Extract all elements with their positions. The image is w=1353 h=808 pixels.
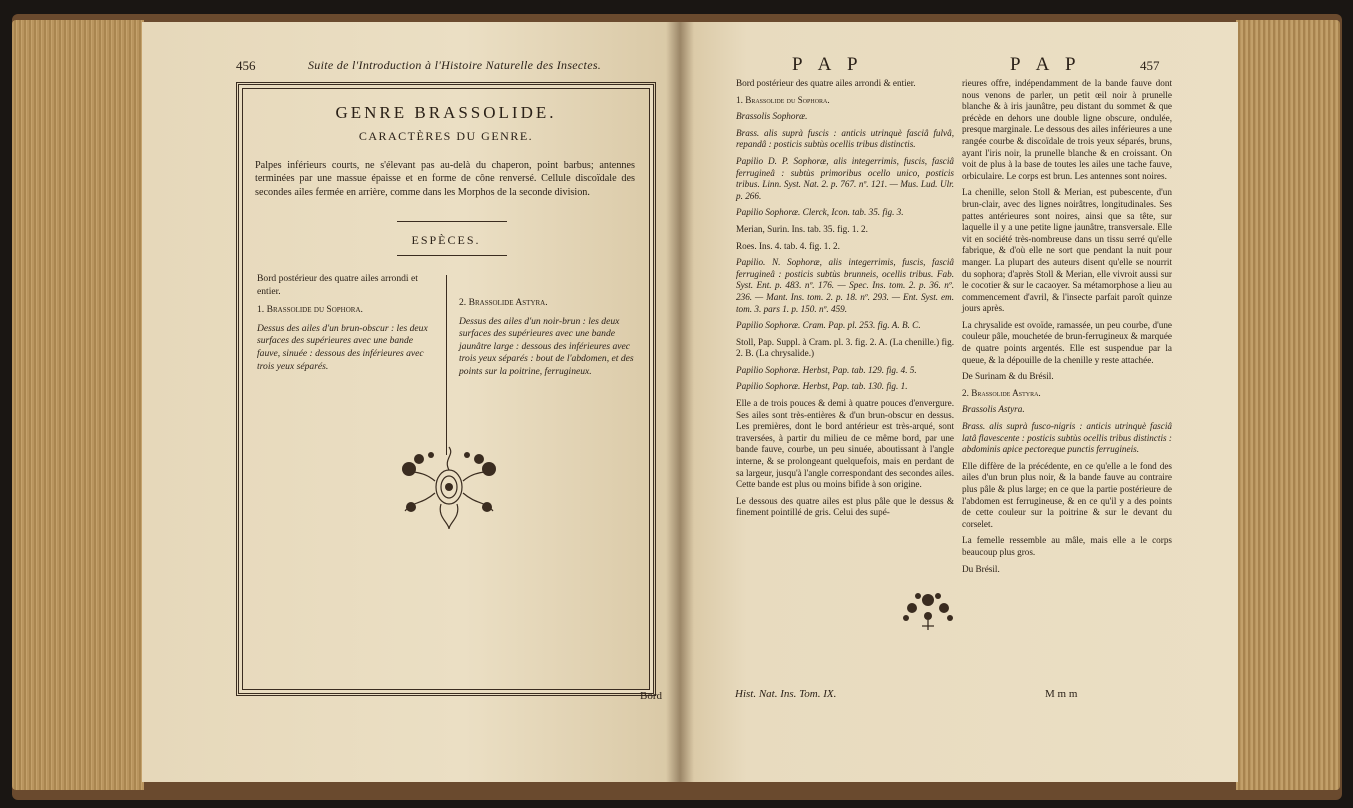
r1-p11: Papilio Sophoræ. Herbst, Pap. tab. 129. fig. 4. 5. (736, 364, 917, 375)
left-catchword: Bord (640, 690, 662, 702)
r1-p7: Roes. Ins. 4. tab. 4. fig. 1. 2. (736, 240, 840, 251)
r2-p8: La femelle ressemble au mâle, mais elle a le corps beaucoup plus gros. (962, 535, 1172, 557)
genre-title: GENRE BRASSOLIDE. (335, 103, 557, 122)
r2-p0: rieures offre, indépendamment de la bande fauve dont nous venons de parler, un petit œil noir à prunelle blanche & à iris jaunâtre, peu distant du sommet & que précède en dehors une double ligne obscure, ondulée, presque marginale. Le dessous des ailes inférieures a une rangée courbe & discoïdale de trois yeux séparés, bruns, ayant l'iris noir, la prunelle blanche & en croissant. On voit de plus à la base de toutes les ailes une tache fauve, orbiculaire. Le corps est brun. Les antennes sont noires. (962, 78, 1172, 181)
page-edges-right (1236, 20, 1340, 790)
divider-bottom (397, 255, 507, 256)
left-running-head: Suite de l'Introduction à l'Histoire Naturelle des Insectes. (308, 58, 602, 72)
right-page-number: 457 (1140, 58, 1160, 73)
r1-p5: Papilio Sophoræ. Clerck, Icon. tab. 35. fig. 3. (736, 207, 904, 218)
species-1-desc: Dessus des ailes d'un brun-obscur : les deux surfaces des supérieures avec une bande fauve, sinuée : dessous des inférieures avec trois yeux séparés. (257, 322, 428, 372)
r1-p8: Papilio. N. Sophoræ, alis integerrimis, fuscis, fasciâ ferrugineâ : posticis subtùs brunneis, ocellis tribus. Fab. Syst. Ent. p. 483. nº. 176. — Spec. Ins. tom. 2. p. 36. nº. 236. — Mant. Ins. tom. 2. p. 18. nº. 293. — Ent. Syst. em. tom. 3. pars 1. p. 150. nº. 459. (736, 257, 954, 314)
right-ornament (896, 586, 960, 632)
right-column-1 (736, 78, 954, 524)
gutter-shadow (666, 22, 694, 782)
right-column-2 (962, 78, 1172, 580)
right-running-head-left: P A P (792, 54, 864, 75)
species-1-name: 1. Brassolide du Sophora. (257, 304, 363, 316)
r1-p14: Le dessous des quatre ailes est plus pâle que le dessus & finement pointillé de gris. Celui des supé- (736, 495, 954, 518)
r2-p5: Brassolis Astyra. (962, 404, 1025, 415)
r2-p4: 2. Brassolide Astyra. (962, 387, 1041, 398)
species-column-2 (459, 297, 635, 385)
r1-p9: Papilio Sophoræ. Cram. Pap. pl. 253. fig. A. B. C. (736, 320, 921, 331)
r2-p2: La chrysalide est ovoïde, ramassée, un peu courbe, d'une couleur pâle, mouchetée de brun-ferrugineux & marquée de quatre points argentés. Elle est suspendue par la queue, & la dépouille de la chenille y reste attachée. (962, 319, 1172, 365)
right-running-head-right: P A P (1010, 54, 1082, 75)
species-2-name: 2. Brassolide Astyra. (459, 297, 548, 308)
r1-p3: Brass. alis suprà fuscis : anticis utrinquè fasciâ fulvâ, repandâ : posticis subtùs ocellis tribus distinctis. (736, 127, 954, 150)
species-2-desc: Dessus des ailes d'un noir-brun : les deux surfaces des supérieures avec une bande jaunâtre large : dessous des inférieures avec trois yeux séparés : bout de l'abdomen, et des points sur la poitrine, ferrugineux. (459, 315, 634, 377)
r2-p9: Du Brésil. (962, 563, 1000, 574)
r2-p7: Elle diffère de la précédente, en ce qu'elle a le fond des ailes d'un brun plus noir, & la bande fauve au contraire plus pâle & plus large; en ce que la partie postérieure de l'abdomen est ferrugineuse, & en ce qu'il y a des points de cette couleur sur la poitrine & sur le devant du corselet. (962, 460, 1172, 529)
r1-p10: Stoll, Pap. Suppl. à Cram. pl. 3. fig. 2. A. (La chenille.) fig. 2. B. (La chrysalide.) (736, 336, 954, 359)
genre-frame (236, 82, 656, 696)
r2-p1: La chenille, selon Stoll & Merian, est pubescente, d'un brun-clair, avec des lignes noirâtres, longitudinales. Ses pattes antérieures sont noires, ainsi que sa tête, sur laquelle il y a une petite ligne jaunâtre, transversale. Elle vit en société très-nombreuse dans un tissu serré qu'elle fabrique, & d'où elle ne sort que pendant la nuit pour manger. La plupart des auteurs disent qu'elle se nourrit du sophora; d'après Stoll & Merian, elle vivroit aussi sur le cocotier & sur le cacaoyer. Sa métamorphose a lieu au commencement d'avril, & l'insecte parfait paroît quinze jours après. (962, 187, 1172, 314)
column-divider (446, 275, 447, 455)
ornament-vignette (391, 441, 507, 533)
species-column-1 (257, 273, 437, 379)
r1-p6: Merian, Surin. Ins. tab. 35. fig. 1. 2. (736, 223, 868, 234)
r1-p13: Elle a de trois pouces & demi à quatre pouces d'envergure. Ses ailes sont très-entières & d'un brun-obscur en dessus. Les premières, dont le bord antérieur est très-arqué, sont traversées, à partir du milieu de ce même bord, par une bande fauve, courbe, un peu sinuée, aboutissant à l'angle interne, & se prolongeant quelquefois, mais en perdant de sa largeur, jusqu'à l'angle correspondant des secondes ailes. Cette bande est plus ou moins bifide à son origine. (736, 398, 954, 490)
r1-p12: Papilio Sophoræ. Herbst, Pap. tab. 130. fig. 1. (736, 381, 908, 392)
r1-p2: Brassolis Sophoræ. (736, 111, 808, 122)
r2-p6: Brass. alis suprà fusco-nigris : anticis utrinquè fasciâ latâ flavescente : posticis subtùs ocellis tribus distinctis : abdominis apice pectoreque punctis ferrugineis. (962, 421, 1172, 455)
divider-top (397, 221, 507, 222)
left-page-number: 456 (236, 58, 256, 73)
r1-p4: Papilio D. P. Sophoræ, alis integerrimis, fuscis, fasciâ ferrugineâ : subtùs primoribus ocello unico, posticis tribus. Linn. Syst. Nat. 2. p. 767. nº. 121. — Mus. Lud. Ulr. p. 266. (736, 155, 954, 201)
species-1-note: Bord postérieur des quatre ailes arrondi et entier. (257, 273, 418, 297)
r1-p0: Bord postérieur des quatre ailes arrondi & entier. (736, 78, 916, 88)
genre-subtitle: CARACTÈRES DU GENRE. (358, 129, 534, 143)
page-edges-left (12, 20, 144, 790)
genre-intro: Palpes inférieurs courts, ne s'élevant pas au-delà du chaperon, point barbus; antennes terminées par une massue épaisse et en forme de cône renversé. Cellule discoïdale des secondes ailes fermée en arrière, comme dans les Morphos de la seconde division. (255, 160, 635, 198)
footer-text: Hist. Nat. Ins. Tom. IX. (735, 688, 837, 700)
signature-mark: M m m (1045, 688, 1078, 700)
especes-heading: ESPÈCES. (411, 233, 481, 247)
r1-p1: 1. Brassolide du Sophora. (736, 94, 830, 105)
r2-p3: De Surinam & du Brésil. (962, 371, 1054, 382)
